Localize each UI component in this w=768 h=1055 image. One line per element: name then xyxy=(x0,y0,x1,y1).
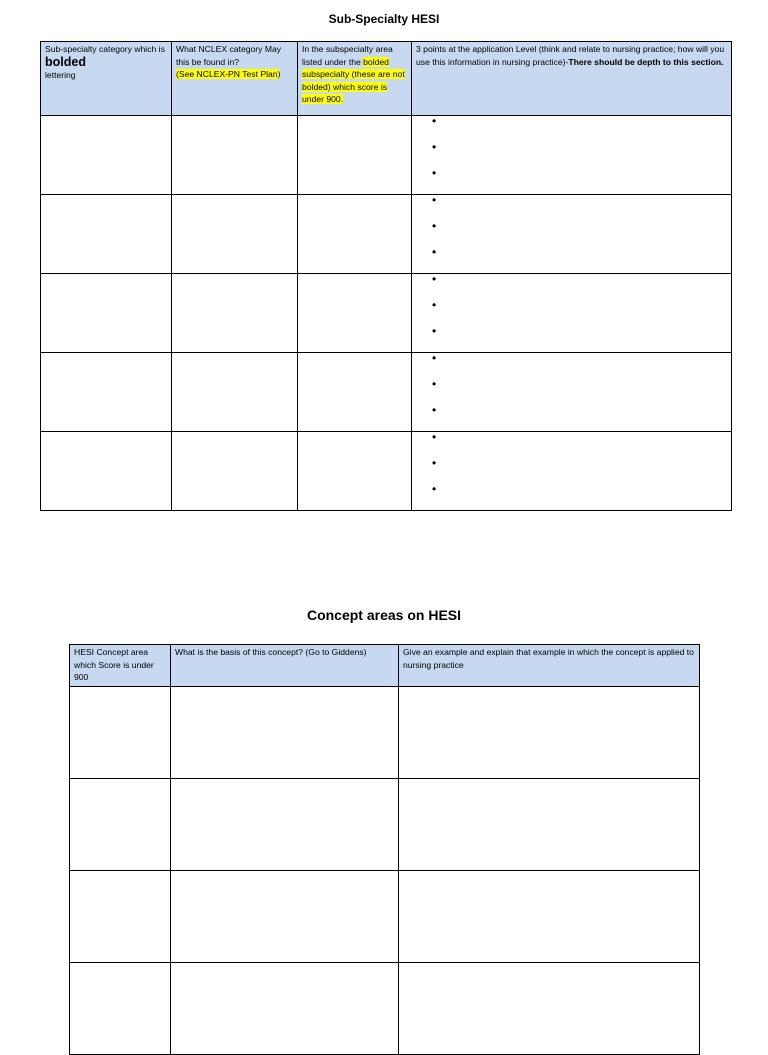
bullet-item[interactable]: • xyxy=(432,482,437,496)
header-nclex-category: What NCLEX category May this be found in? (See NCLEX-PN Test Plan) xyxy=(172,42,298,116)
concept-table xyxy=(69,644,700,1055)
bullet-item[interactable]: • xyxy=(432,456,437,470)
bullet-list xyxy=(412,116,731,194)
bullet-item[interactable]: • xyxy=(432,166,437,180)
concept-basis-cell[interactable] xyxy=(171,963,399,1055)
category-cell[interactable] xyxy=(41,116,172,195)
bullet-item[interactable]: • xyxy=(432,219,437,233)
header-subspecialty-area: In the subspecialty area listed under the bolded subspecialty (these are not bolded) which score is under 900. xyxy=(298,42,412,116)
bullet-item[interactable]: • xyxy=(432,298,437,312)
header-application-points: 3 points at the application Level (think and relate to nursing practice; how will you use this information in nursing practice)-There should be depth to this section. xyxy=(412,42,732,116)
bullet-item[interactable]: • xyxy=(432,324,437,338)
bullet-item[interactable]: • xyxy=(432,377,437,391)
category-cell[interactable] xyxy=(41,432,172,511)
bullet-item[interactable]: • xyxy=(432,245,437,259)
bullet-item[interactable]: • xyxy=(432,430,437,444)
bullet-item[interactable]: • xyxy=(432,193,437,207)
header-concept-basis: What is the basis of this concept? (Go to Giddens) xyxy=(171,645,399,687)
concept-area-cell[interactable] xyxy=(70,779,171,871)
bullet-item[interactable]: • xyxy=(432,403,437,417)
concept-area-cell[interactable] xyxy=(70,687,171,779)
subspecialty-table xyxy=(40,41,732,511)
bullet-list xyxy=(412,274,731,352)
bullet-list xyxy=(412,195,731,273)
table-row xyxy=(41,116,732,195)
bullet-list xyxy=(412,353,731,431)
points-cell[interactable] xyxy=(412,274,732,353)
table-row xyxy=(70,871,700,963)
area-cell[interactable] xyxy=(298,353,412,432)
bullet-list xyxy=(412,432,731,510)
depth-instruction: There should be depth to this section. xyxy=(568,56,724,67)
header-concept-area: HESI Concept area which Score is under 900 xyxy=(70,645,171,687)
table-row xyxy=(70,963,700,1055)
area-cell[interactable] xyxy=(298,195,412,274)
concept-example-cell[interactable] xyxy=(399,871,700,963)
table-row xyxy=(70,779,700,871)
highlight-nclex-test-plan: (See NCLEX-PN Test Plan) xyxy=(176,69,281,79)
nclex-cell[interactable] xyxy=(172,116,298,195)
concept-example-cell[interactable] xyxy=(399,687,700,779)
points-cell[interactable] xyxy=(412,116,732,195)
points-cell[interactable] xyxy=(412,195,732,274)
table-row xyxy=(70,687,700,779)
subspecialty-title: Sub-Specialty HESI xyxy=(328,12,440,26)
concept-example-cell[interactable] xyxy=(399,779,700,871)
category-cell[interactable] xyxy=(41,195,172,274)
table-row xyxy=(41,274,732,353)
bullet-item[interactable]: • xyxy=(432,351,437,365)
concept-area-cell[interactable] xyxy=(70,871,171,963)
category-cell[interactable] xyxy=(41,274,172,353)
header-subspecialty-category: Sub-specialty category which is bolded lettering xyxy=(41,42,172,116)
table-row xyxy=(41,195,732,274)
area-cell[interactable] xyxy=(298,274,412,353)
concept-title: Concept areas on HESI xyxy=(306,607,462,623)
area-cell[interactable] xyxy=(298,432,412,511)
concept-header-row xyxy=(70,645,700,687)
nclex-cell[interactable] xyxy=(172,274,298,353)
table-row xyxy=(41,353,732,432)
nclex-cell[interactable] xyxy=(172,195,298,274)
bolded-word: bolded xyxy=(45,54,86,69)
subspecialty-header-row xyxy=(41,42,732,116)
concept-basis-cell[interactable] xyxy=(171,687,399,779)
category-cell[interactable] xyxy=(41,353,172,432)
table-row xyxy=(41,432,732,511)
concept-basis-cell[interactable] xyxy=(171,871,399,963)
nclex-cell[interactable] xyxy=(172,353,298,432)
points-cell[interactable] xyxy=(412,432,732,511)
bullet-item[interactable]: • xyxy=(432,140,437,154)
highlight-bolded-subspecialty: bolded subspecialty (these are not bolded) which score is under 900. xyxy=(302,56,405,104)
bullet-item[interactable]: • xyxy=(432,114,437,128)
concept-area-cell[interactable] xyxy=(70,963,171,1055)
concept-example-cell[interactable] xyxy=(399,963,700,1055)
area-cell[interactable] xyxy=(298,116,412,195)
points-cell[interactable] xyxy=(412,353,732,432)
concept-basis-cell[interactable] xyxy=(171,779,399,871)
bullet-item[interactable]: • xyxy=(432,272,437,286)
nclex-cell[interactable] xyxy=(172,432,298,511)
header-concept-example: Give an example and explain that example in which the concept is applied to nursing practice xyxy=(399,645,700,687)
